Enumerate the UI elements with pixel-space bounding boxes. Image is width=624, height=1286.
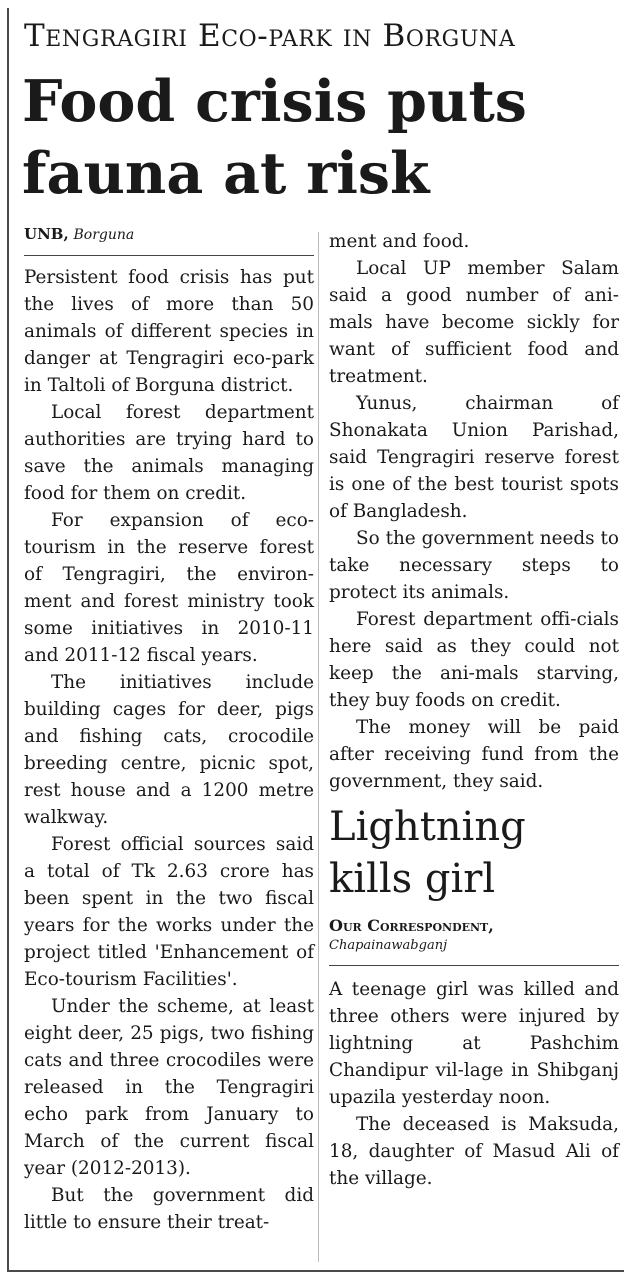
paragraph: The money will be paid after receiving fund from the government, they said. bbox=[329, 717, 619, 792]
paragraph: Persistent food crisis has put the lives of more than 50 animals of different species in danger at Tengragiri eco-park in Taltoli of Borguna district. bbox=[24, 267, 314, 396]
byline-place: Borguna bbox=[73, 227, 135, 243]
byline bbox=[24, 224, 314, 245]
byline-agency: UNB, bbox=[24, 225, 69, 243]
paragraph: ment and food. bbox=[329, 231, 470, 252]
paragraph: Forest official sources said a total of Tk 2.63 crore has been spent in the two fiscal years for the works under the project titled 'Enhancement of Eco-tourism Facilities'. bbox=[24, 834, 314, 990]
paragraph: So the government needs to take necessary steps to protect its animals. bbox=[329, 528, 619, 603]
right-column bbox=[329, 228, 619, 1192]
byline-rule bbox=[24, 255, 314, 256]
paragraph: Local UP member Salam said a good number of ani-mals have become sickly for want of sufficient food and treatment. bbox=[329, 258, 619, 387]
second-story-byline: Our Correspondent, bbox=[329, 916, 494, 935]
paragraph: But the government did little to ensure their treat- bbox=[24, 1185, 314, 1233]
left-column bbox=[24, 224, 314, 1236]
paragraph: A teenage girl was killed and three others were injured by lightning at Pashchim Chandipur vil-lage in Shibganj upazila yesterday noon. bbox=[329, 979, 619, 1108]
second-story-place: Chapainawabganj bbox=[329, 938, 448, 953]
left-column-text bbox=[24, 264, 314, 1236]
headline: Food crisis puts fauna at risk bbox=[22, 68, 527, 207]
right-column-text bbox=[329, 228, 619, 795]
second-story-rule bbox=[329, 965, 619, 966]
second-story-text bbox=[329, 976, 619, 1192]
bottom-border-rule bbox=[7, 1270, 624, 1272]
paragraph: Forest department offi-cials here said as they could not keep the ani-mals starving, they buy foods on credit. bbox=[329, 609, 619, 711]
paragraph: Local forest department authorities are trying hard to save the animals managing food for them on credit. bbox=[24, 402, 314, 504]
second-story-headline: Lightning kills girl bbox=[329, 804, 526, 902]
paragraph: Under the scheme, at least eight deer, 25 pigs, two fishing cats and three crocodiles were released in the Tengragiri echo park from January to March of the current fiscal year (2012-2013). bbox=[24, 996, 314, 1179]
paragraph: The initiatives include building cages for deer, pigs and fishing cats, crocodile breeding centre, picnic spot, rest house and a 1200 metre walkway. bbox=[24, 672, 314, 828]
kicker: Tengragiri Eco-park in Borguna bbox=[24, 18, 516, 54]
left-border-rule bbox=[7, 8, 9, 1270]
column-divider bbox=[318, 232, 319, 1262]
paragraph: For expansion of eco-tourism in the reserve forest of Tengragiri, the environ-ment and forest ministry took some initiatives in 2010-11 and 2011-12 fiscal years. bbox=[24, 510, 314, 666]
paragraph: The deceased is Maksuda, 18, daughter of Masud Ali of the village. bbox=[329, 1114, 619, 1189]
paragraph: Yunus, chairman of Shonakata Union Parishad, said Tengragiri reserve forest is one of the best tourist spots of Bangladesh. bbox=[329, 393, 619, 522]
